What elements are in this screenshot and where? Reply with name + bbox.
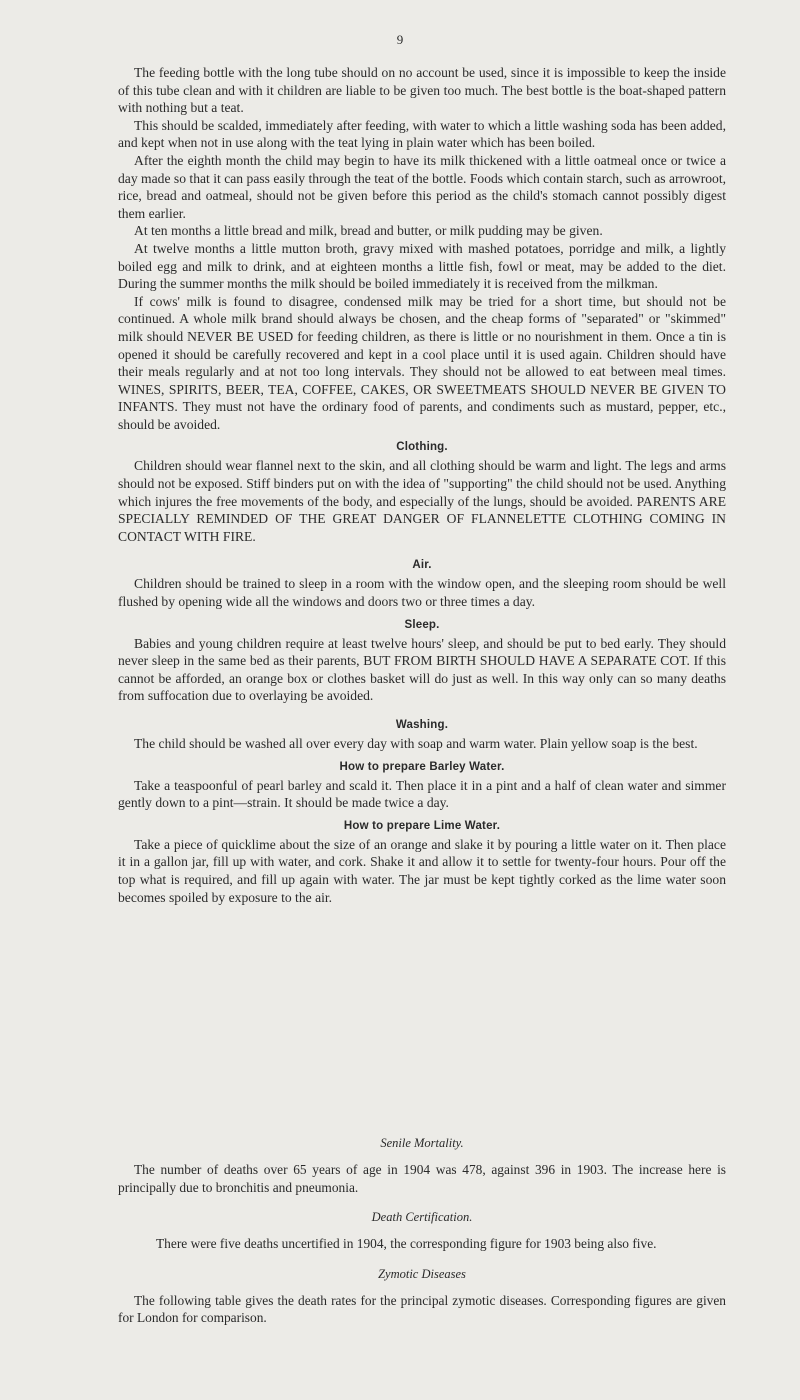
heading-lime-water: How to prepare Lime Water. [343, 819, 501, 832]
paragraph-sleep: Babies and young children require at least twelve hours' sleep, and should be put to bed early. They should never sleep in the same bed as their parents, BUT FROM BIRTH SHOULD HAVE A SEPARATE COT. If this cannot be afforded, an orange box or clothes basket will do just as well. In this way only can so many deaths from suffocation due to overlaying be avoided. [118, 635, 726, 704]
paragraph-twelve-months: At twelve months a little mutton broth, gravy mixed with mashed potatoes, porridge and milk, a lightly boiled egg and milk to drink, and at eighteen months a little fish, fowl or meat, may be added to the diet. During the summer months the milk should be boiled immediately it is received from the milkman. [118, 240, 726, 292]
statistics-section [118, 1136, 726, 1327]
paragraph-senile-mortality: The number of deaths over 65 years of age in 1904 was 478, against 396 in 1903. The increase here is principally due to bronchitis and pneumonia. [118, 1162, 726, 1195]
paragraph-scalding: This should be scalded, immediately after feeding, with water to which a little washing soda has been added, and kept when not in use along with the teat lying in plain water which has been boiled. [118, 117, 726, 151]
heading-clothing: Clothing. [396, 441, 448, 454]
page-number: 9 [396, 32, 404, 47]
paragraph-feeding-bottle: The feeding bottle with the long tube should on no account be used, since it is impossible to keep the inside of this tube clean and with it children are liable to be given too much. The best bottle is the boat-shaped pattern with nothing but a teat. [118, 65, 726, 116]
paragraph-barley-water: Take a teaspoonful of pearl barley and scald it. Then place it in a pint and a half of clean water and simmer gently down to a pint—strain. It should be made twice a day. [118, 777, 726, 811]
paragraph-washing: The child should be washed all over every day with soap and warm water. Plain yellow soap is the best. [134, 736, 698, 751]
paragraph-zymotic-diseases: The following table gives the death rates for the principal zymotic diseases. Corresponding figures are given for London for comparison. [118, 1292, 726, 1326]
paragraph-air: Children should be trained to sleep in a room with the window open, and the sleeping room should be well flushed by opening wide all the windows and doors two or three times a day. [118, 576, 726, 610]
feeding-section [118, 64, 726, 906]
paragraph-clothing: Children should wear flannel next to the skin, and all clothing should be warm and light. The legs and arms should not be exposed. Stiff binders put on with the idea of "supporting" the child should not be used. Anything which injures the free movements of the body, and especially of the lungs, should be avoided. PARENTS ARE SPECIALLY REMINDED OF THE GREAT DANGER OF FLANNELETTE CLOTHING COMING IN CONTACT WITH FIRE. [118, 458, 726, 544]
paragraph-death-certification: There were five deaths uncertified in 1904, the corresponding figure for 1903 being also five. [156, 1236, 657, 1252]
heading-zymotic-diseases: Zymotic Diseases [378, 1266, 466, 1281]
paragraph-cows-milk: If cows' milk is found to disagree, condensed milk may be tried for a short time, but should not be continued. A whole milk brand should always be chosen, and the cheap forms of "separated" or "skimmed" milk should NEVER BE USED for feeding children, as there is little or no nourishment in them. Once a tin is opened it should be carefully recovered and kept in a cool place until it is used again. Children should have their meals regularly and at not too long intervals. They should not be allowed to eat between meal times. WINES, SPIRITS, BEER, TEA, COFFEE, CAKES, OR SWEETMEATS SHOULD NEVER BE GIVEN TO INFANTS. They must not have the ordinary food of parents, and condiments such as mustard, pepper, etc., should be avoided. [118, 293, 726, 432]
paragraph-lime-water: Take a piece of quicklime about the size of an orange and slake it by pouring a little water on it. Then place it in a gallon jar, fill up with water, and cork. Shake it and allow it to settle for twenty-four hours. Pour off the top what is required, and fill up again with water. The jar must be kept tightly corked as the lime water soon becomes spoiled by exposure to the air. [118, 836, 726, 905]
heading-senile-mortality: Senile Mortality. [380, 1136, 464, 1150]
paragraph-ten-months: At ten months a little bread and milk, bread and butter, or milk pudding may be given. [134, 223, 603, 239]
heading-air: Air. [412, 559, 432, 572]
heading-death-certification: Death Certification. [371, 1210, 473, 1225]
paragraph-eighth-month: After the eighth month the child may begin to have its milk thickened with a little oatmeal once or twice a day made so that it can pass easily through the teat of the bottle. Foods which contain starch, such as arrowroot, rice, bread and oatmeal, should not be given before this period as the child's stomach cannot possibly digest them earlier. [118, 152, 726, 221]
heading-sleep: Sleep. [404, 618, 440, 631]
heading-washing: Washing. [395, 719, 449, 731]
heading-barley-water: How to prepare Barley Water. [339, 760, 505, 773]
